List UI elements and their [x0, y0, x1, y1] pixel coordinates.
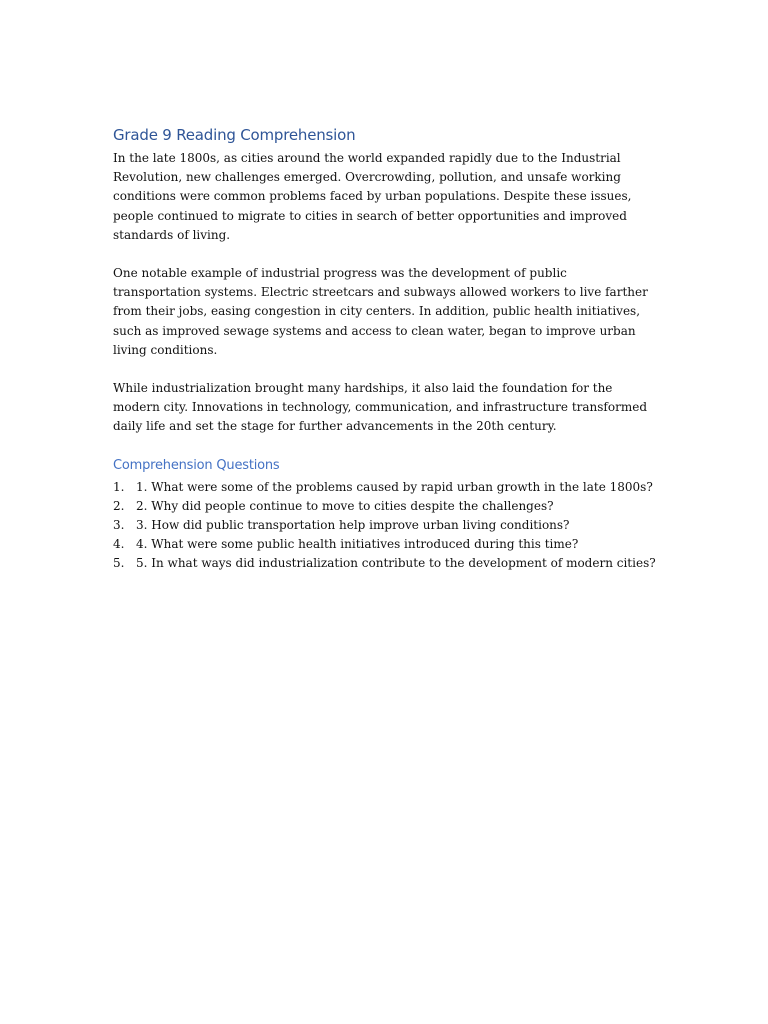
- paragraph-1: In the late 1800s, as cities around the world expanded rapidly due to the Industrial Revolution, new challenges emerged. Overcrowding, pollution, and unsafe working conditions were common problems faced by urban populations. Despite these issues, people continued to migrate to cities in search of better opportunities and improved standards of living.: [113, 151, 632, 242]
- list-item-number: 3.: [113, 518, 125, 533]
- page-title: Grade 9 Reading Comprehension: [113, 126, 356, 144]
- list-item-text: 3. How did public transportation help improve urban living conditions?: [136, 518, 570, 533]
- questions-list: [113, 478, 658, 574]
- questions-heading: Comprehension Questions: [113, 457, 280, 473]
- list-item-text: 4. What were some public health initiatives introduced during this time?: [136, 537, 579, 552]
- list-item: [113, 516, 658, 535]
- list-item-number: 1.: [113, 479, 125, 494]
- list-item-number: 4.: [113, 537, 125, 552]
- paragraph-2: One notable example of industrial progress was the development of public transportation systems. Electric streetcars and subways allowed workers to live farther from their jobs, easing congestion in city centers. In addition, public health initiatives, such as improved sewage systems and access to clean water, began to improve urban living conditions.: [113, 266, 648, 357]
- list-item-number: 2.: [113, 498, 125, 513]
- list-item: [113, 478, 658, 497]
- list-item: [113, 535, 658, 554]
- list-item-text: 2. Why did people continue to move to cities despite the challenges?: [136, 498, 554, 513]
- list-item-text: 1. What were some of the problems caused by rapid urban growth in the late 1800s?: [136, 479, 653, 494]
- list-item: [113, 554, 658, 573]
- paragraph-3: While industrialization brought many hardships, it also laid the foundation for the modern city. Innovations in technology, communication, and infrastructure transformed daily life and set the stage for further advancements in the 20th century.: [113, 381, 647, 434]
- document-body: [113, 124, 658, 574]
- list-item: [113, 497, 658, 516]
- list-item-number: 5.: [113, 556, 125, 571]
- list-item-text: 5. In what ways did industrialization contribute to the development of modern cities?: [136, 556, 656, 571]
